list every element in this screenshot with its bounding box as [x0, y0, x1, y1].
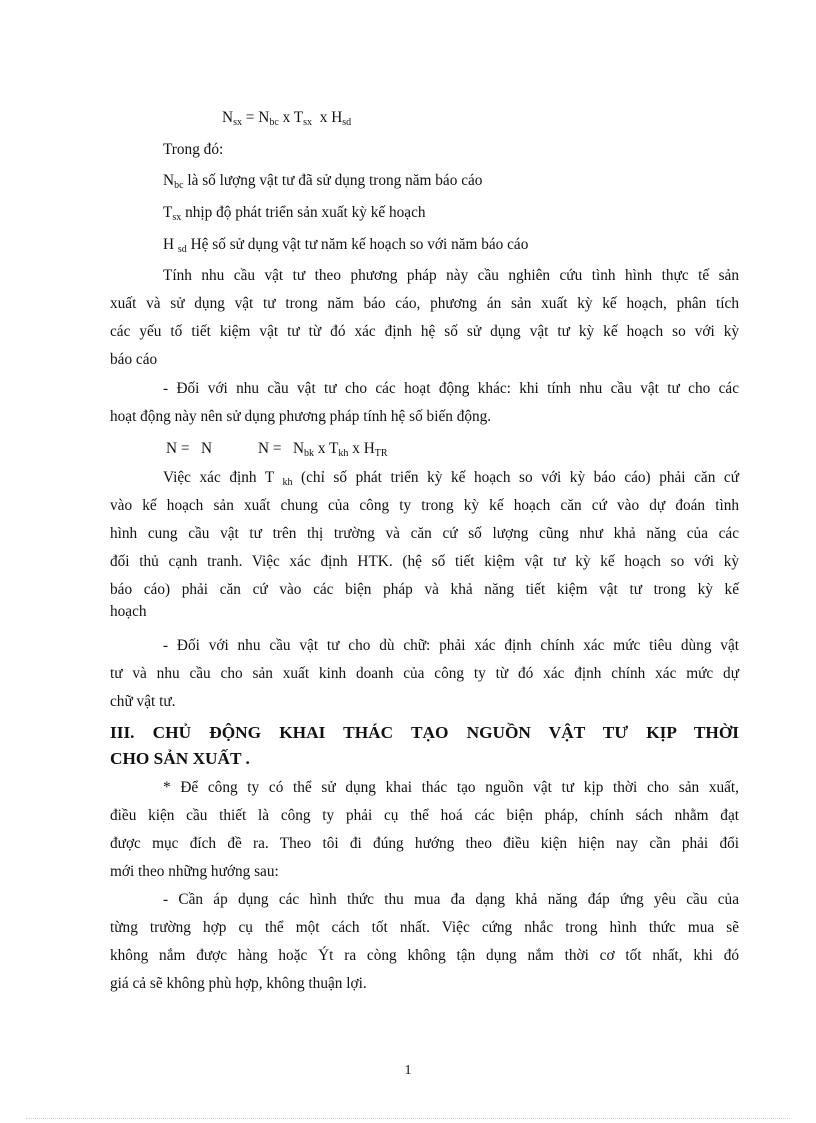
para3-line: Việc xác định T $_{kh}$ (chỉ số phát triển kỳ kế hoạch so với kỳ báo cáo) phải căn cứ	[163, 469, 740, 488]
definition-tsx: $T_{sx}$ nhịp độ phát triển sản xuất kỳ kế hoạch	[163, 204, 426, 223]
para4-line: - Đối với nhu cầu vật tư cho dù chữ: phải xác định chính xác mức tiêu dùng vật	[163, 637, 739, 654]
section-heading: III. CHỦ ĐỘNG KHAI THÁC TẠO NGUỒN VẬT TƯ KỊP THỜI	[110, 723, 739, 742]
para6-line: không nắm được hàng hoặc Ýt ra còng không tận dụng nắm thời cơ tốt nhất, khi đó	[110, 947, 739, 964]
para3-line: hoạch	[110, 603, 147, 620]
para3-line: báo cáo) phải căn cứ vào các biện pháp và khả năng tiết kiệm vật tư trong kỳ kế	[110, 581, 739, 598]
definition-hsd: H $_{sd}$ Hệ số sử dụng vật tư năm kế hoạch so với năm báo cáo	[163, 236, 529, 255]
para1-line: xuất và sử dụng vật tư trong năm báo cáo, phương án sản xuất kỳ kế hoạch, phân tích	[110, 295, 739, 312]
para4-line: tư và nhu cầu cho sản xuất kinh doanh của công ty từ đó xác định chính xác mức dự	[110, 665, 739, 682]
formula-n-right: $N = N_{bk}$ x $T_{kh}$ x $H_{TR}$	[258, 440, 388, 459]
para4-line: chữ vật tư.	[110, 693, 176, 710]
para2-line: - Đối với nhu cầu vật tư cho các hoạt động khác: khi tính nhu cầu vật tư cho các	[163, 380, 739, 397]
para3-line: đối thủ cạnh tranh. Việc xác định HTK. (hệ số tiết kiệm vật tư kỳ kế hoạch so với kỳ	[110, 553, 739, 570]
para3-line: hình cung cầu vật tư trên thị trường và căn cứ số lượng cũng như khả năng của các	[110, 525, 739, 542]
para5-line: được mục đích đề ra. Theo tôi đi đúng hướng theo điều kiện hiện nay cần phải đổi	[110, 835, 739, 852]
para3-line: vào kế hoạch sản xuất chung của công ty trong kỳ kế hoạch căn cứ vào dự đoán tình	[110, 497, 739, 514]
para5-line: * Để công ty có thể sử dụng khai thác tạo nguồn vật tư kịp thời cho sản xuất,	[163, 779, 739, 796]
para5-line: mới theo những hướng sau:	[110, 863, 279, 880]
page-bottom-border	[26, 1118, 790, 1119]
para1-line: Tính nhu cầu vật tư theo phương pháp này cầu nghiên cứu tình hình thực tế sản	[163, 267, 739, 284]
para2-line: hoạt động này nên sử dụng phương pháp tính hệ số biến động.	[110, 408, 492, 425]
para6-line: - Cần áp dụng các hình thức thu mua đa dạng khả năng đáp ứng yêu cầu của	[163, 891, 739, 908]
formula-n-left: N = N	[166, 440, 213, 457]
formula-nsx: $N_{sx} = N_{bc}$ x $T_{sx}$ x $H_{sd}$	[222, 109, 352, 128]
para6-line: giá cả sẽ không phù hợp, không thuận lợi.	[110, 975, 367, 992]
para1-line: các yếu tố tiết kiệm vật tư từ đó xác định hệ số sử dụng vật tư kỳ kế hoạch so với kỳ	[110, 323, 739, 340]
page-number: 1	[404, 1063, 412, 1078]
para5-line: điều kiện cầu thiết là công ty phải cụ thể hoá các biện pháp, chính sách nhằm đạt	[110, 807, 739, 824]
trong-do-label: Trong đó:	[163, 141, 224, 158]
para6-line: từng trường hợp cụ thể một cách tốt nhất. Việc cứng nhắc trong hình thức mua sẽ	[110, 919, 739, 936]
para1-line: báo cáo	[110, 351, 158, 368]
section-heading: CHO SẢN XUẤT .	[110, 749, 250, 768]
definition-nbc: $N_{bc}$ là số lượng vật tư đã sử dụng trong năm báo cáo	[163, 172, 483, 191]
